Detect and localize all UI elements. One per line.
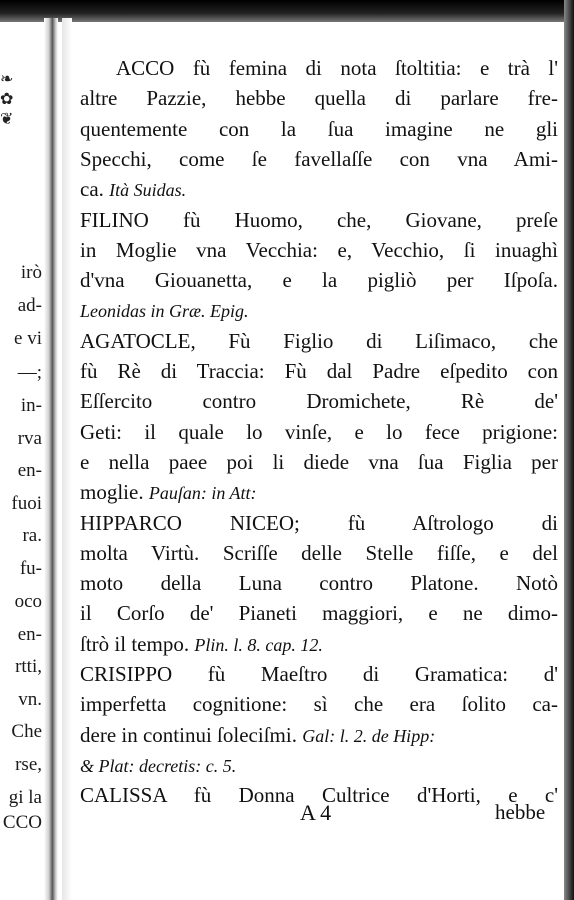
line-text: il Corſo de' Pianeti maggiori, e ne dimo-	[80, 601, 558, 625]
line-text: dere in continui ſoleciſmi.	[80, 723, 297, 747]
facing-page-line: e vi	[14, 328, 42, 349]
text-line	[80, 722, 558, 749]
facing-page-line: CCO	[2, 812, 42, 833]
text-line	[80, 691, 558, 717]
facing-page-line: en-	[17, 460, 42, 481]
line-text: CALISSA fù Donna Cultrice d'Horti, e c'	[80, 783, 558, 807]
facing-page-line: gi la	[8, 787, 42, 808]
line-text: in Moglie vna Vecchia: e, Vecchio, ſi inuaghì	[80, 238, 558, 262]
facing-page-line: Che	[11, 721, 42, 742]
line-text: ſtrò il tempo.	[80, 632, 190, 656]
line-text: altre Pazzie, hebbe quella di parlare fre-	[80, 86, 558, 110]
line-text: d'vna Giouanetta, e la pigliò per Iſpoſa.	[80, 268, 558, 292]
facing-page-line: rse,	[15, 754, 42, 775]
text-line	[80, 116, 558, 142]
line-text: ca.	[80, 177, 104, 201]
text-line	[80, 237, 558, 263]
citation: Gal: l. 2. de Hipp:	[302, 726, 436, 746]
citation: Pauſan: in Att:	[148, 483, 257, 503]
line-text: molta Virtù. Scriſſe delle Stelle fiſſe, e del	[80, 541, 558, 565]
text-line	[80, 358, 558, 384]
line-text: FILINO fù Huomo, che, Giovane, preſe	[80, 208, 558, 232]
facing-page-line: in-	[20, 395, 42, 416]
line-text: quentemente con la ſua imagine ne gli	[80, 117, 558, 141]
facing-page-line: vn.	[18, 689, 42, 710]
text-line	[80, 631, 558, 658]
text-line	[80, 176, 558, 203]
text-line	[80, 661, 558, 687]
text-line	[80, 328, 558, 354]
line-text: ACCO fù femina di nota ſtoltitia: e trà l'	[116, 56, 558, 80]
facing-page-line: fuoi	[11, 493, 42, 514]
facing-page-line: rva	[17, 428, 42, 449]
ornament-icon: ❧ ✿ ❦	[0, 71, 14, 128]
facing-page-line: oco	[14, 591, 42, 612]
text-line	[116, 55, 558, 81]
line-text: AGATOCLE, Fù Figlio di Liſimaco, che	[80, 329, 558, 353]
facing-page-line: ad-	[17, 295, 42, 316]
text-line	[80, 600, 558, 626]
line-text: Leonidas in Græ. Epig.	[80, 301, 249, 321]
text-line	[80, 419, 558, 445]
text-line	[80, 146, 558, 172]
text-line	[80, 85, 558, 111]
line-text: Specchi, come ſe favellaſſe con vna Ami-	[80, 147, 558, 171]
scan-edge-top	[0, 0, 574, 22]
book-gutter	[44, 18, 58, 900]
line-text: Eſſercito contro Dromichete, Rè de'	[80, 389, 558, 413]
line-text: moto della Luna contro Platone. Notò	[80, 571, 558, 595]
text-line	[80, 388, 558, 414]
text-line	[80, 449, 558, 475]
citation: Ità Suidas.	[109, 180, 187, 200]
line-text: CRISIPPO fù Maeſtro di Gramatica: d'	[80, 662, 558, 686]
catchword: hebbe	[495, 800, 546, 824]
text-line	[80, 510, 558, 536]
facing-page-line: irò	[20, 262, 42, 283]
gutter-shadow	[62, 18, 72, 900]
scan-edge-right	[564, 0, 574, 900]
facing-page-line: fu-	[19, 558, 42, 579]
text-line	[80, 540, 558, 566]
facing-page-line: —;	[17, 362, 42, 383]
signature-mark: A 4	[300, 800, 332, 825]
facing-page-line: rtti,	[15, 656, 42, 677]
facing-page-line: ra.	[22, 525, 42, 546]
text-line	[80, 570, 558, 596]
line-text: Geti: il quale lo vinſe, e lo fece prigione:	[80, 420, 558, 444]
text-line	[80, 207, 558, 233]
line-text: e nella paee poi li diede vna ſua Figlia per	[80, 450, 558, 474]
line-text: fù Rè di Traccia: Fù dal Padre eſpedito con	[80, 359, 558, 383]
citation: & Plat: decretis: c. 5.	[80, 756, 237, 776]
facing-page-line: en-	[17, 624, 42, 645]
line-text: HIPPARCO NICEO; fù Aſtrologo di	[80, 511, 558, 535]
text-line	[80, 479, 558, 506]
citation: Plin. l. 8. cap. 12.	[194, 635, 323, 655]
line-text: moglie.	[80, 480, 144, 504]
facing-page-fragment	[0, 40, 44, 900]
text-line	[80, 752, 558, 779]
line-text: imperfetta cognitione: sì che era ſolito ca-	[80, 692, 558, 716]
text-line	[80, 297, 558, 324]
text-line	[80, 267, 558, 293]
